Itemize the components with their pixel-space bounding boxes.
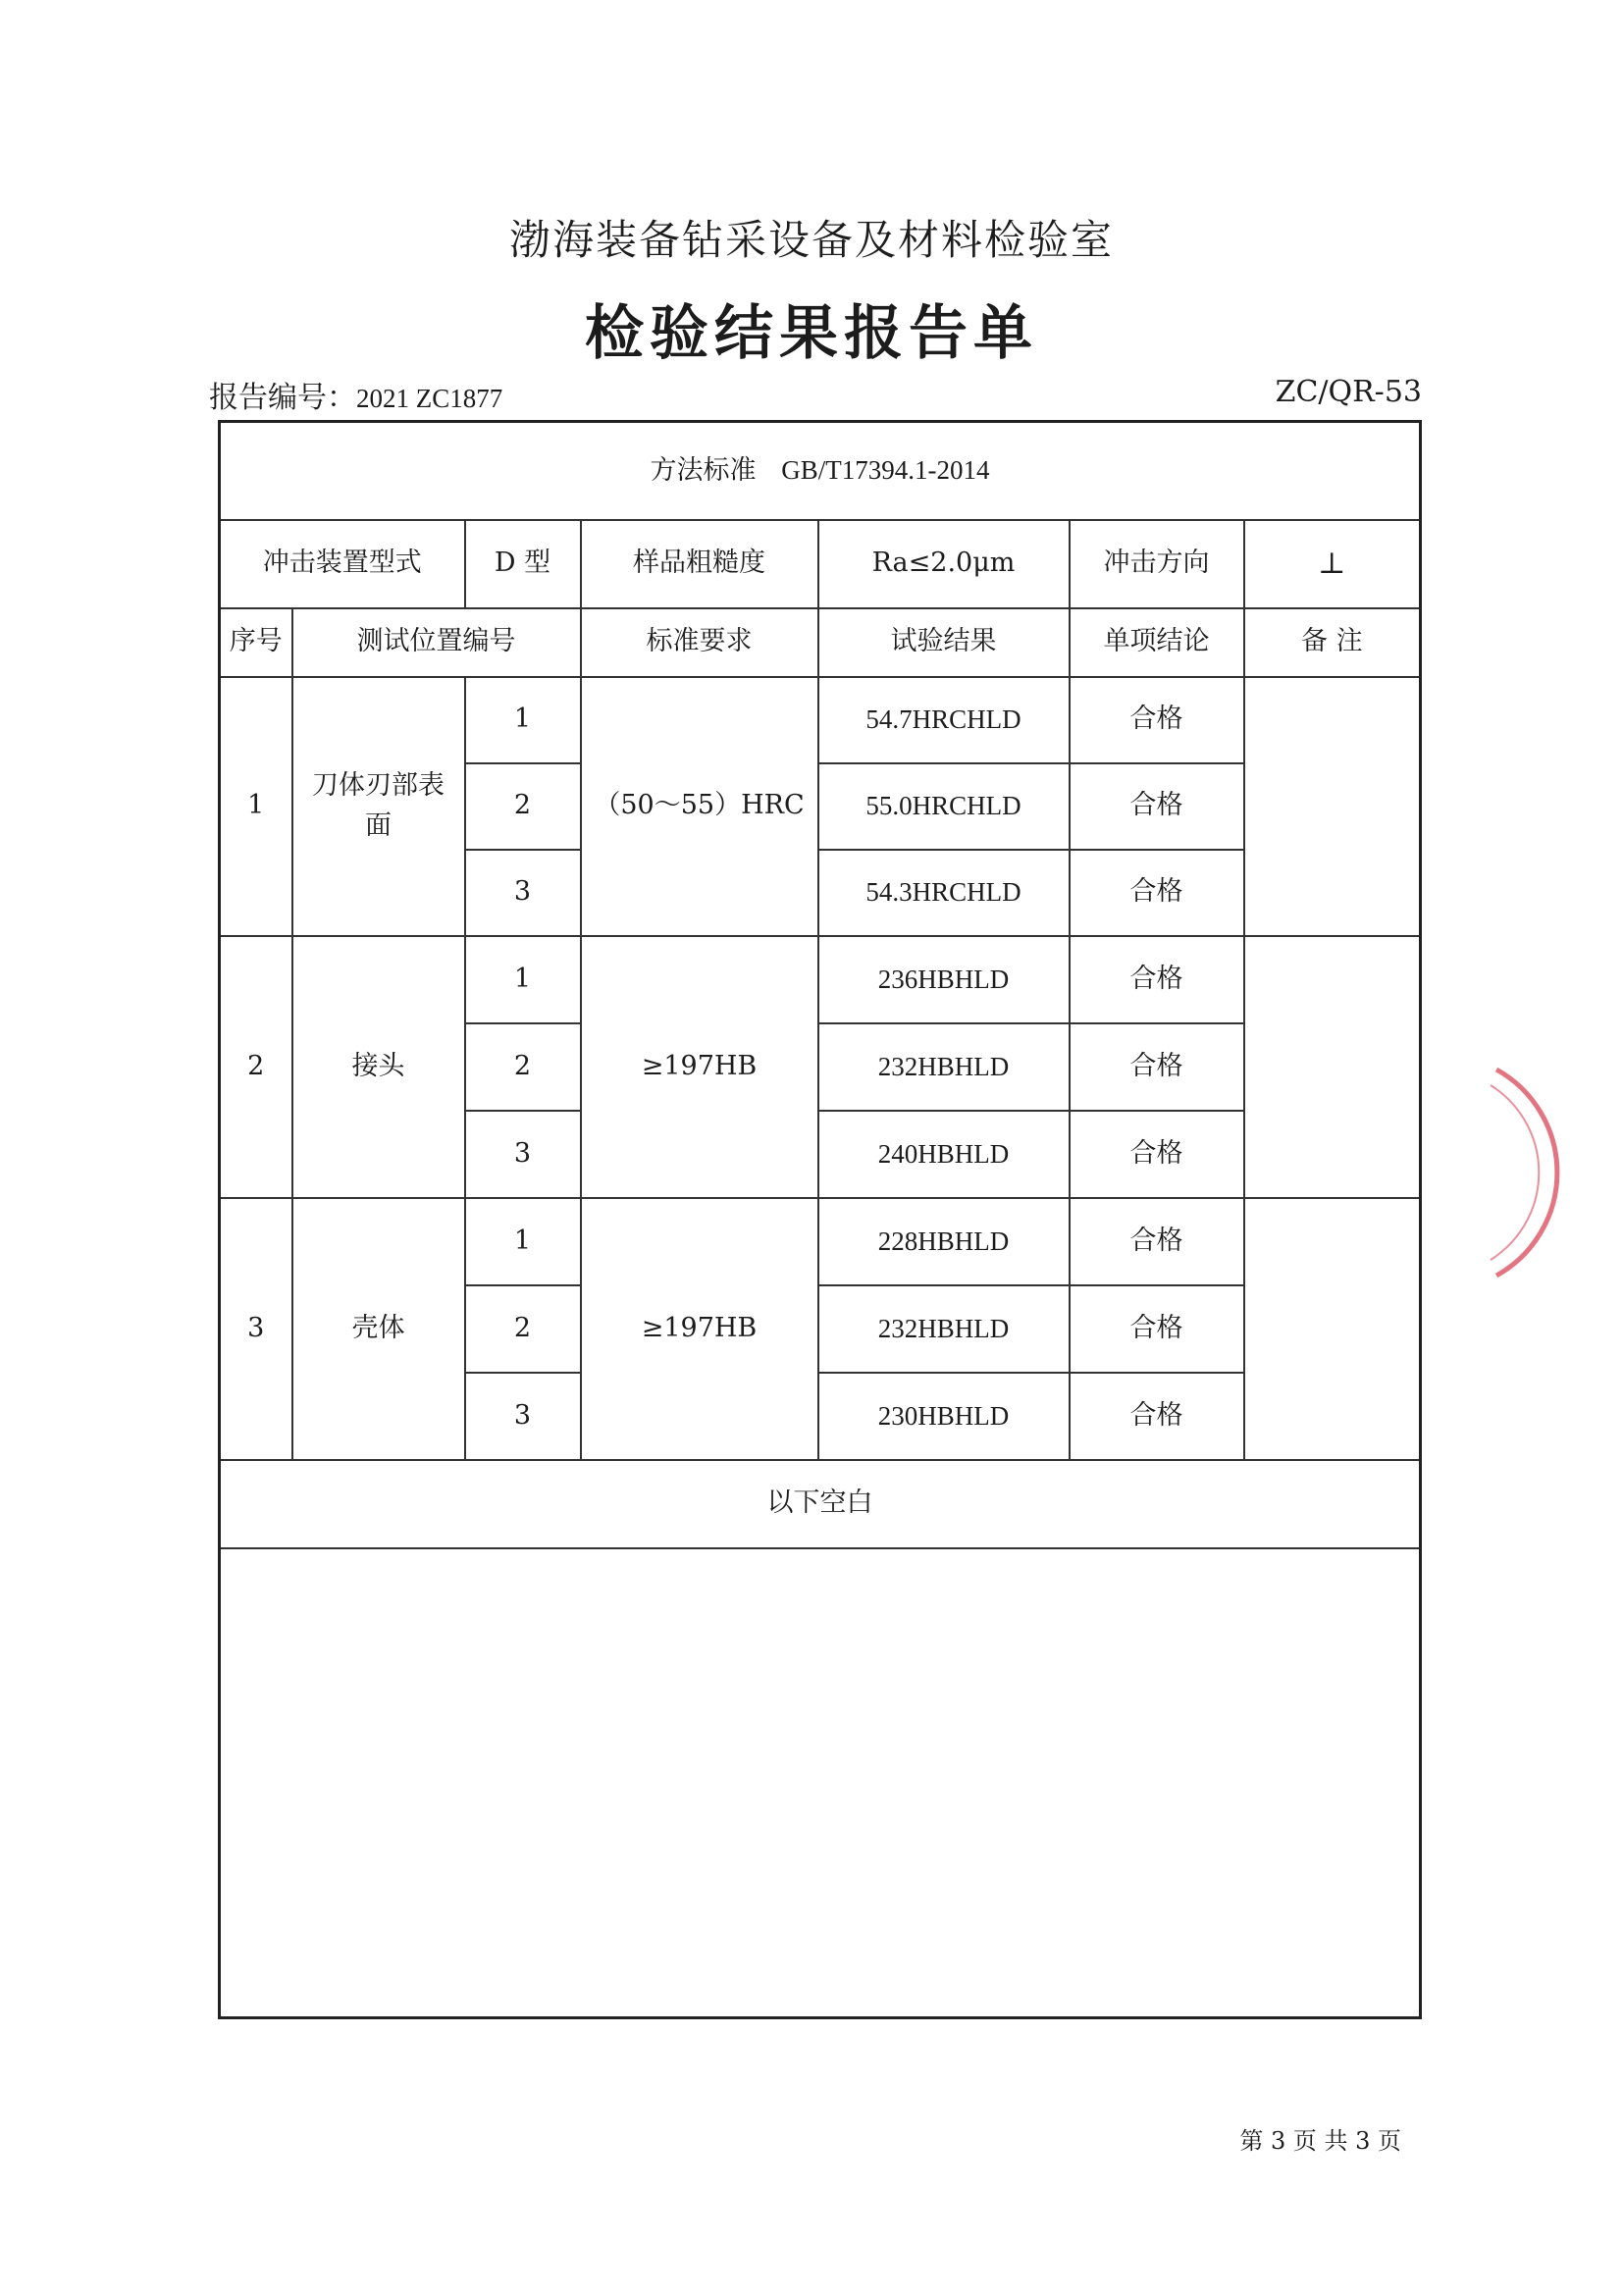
remark-cell bbox=[1244, 677, 1421, 936]
method-standard-label: 方法标准 bbox=[650, 455, 757, 486]
point-no: 2 bbox=[465, 1023, 581, 1111]
table-row bbox=[220, 936, 1421, 1023]
group-seq: 2 bbox=[220, 936, 292, 1198]
point-no: 3 bbox=[465, 1111, 581, 1198]
group-position: 刀体刃部表面 bbox=[292, 677, 465, 936]
report-number bbox=[209, 373, 502, 416]
point-no: 3 bbox=[465, 1373, 581, 1460]
col-header-position: 测试位置编号 bbox=[292, 608, 581, 677]
device-type-label: 冲击装置型式 bbox=[220, 520, 465, 608]
group-requirement: ≥197HB bbox=[581, 936, 818, 1198]
organization-name: 渤海装备钻采设备及材料检验室 bbox=[508, 216, 1114, 264]
result-table bbox=[218, 420, 1422, 2019]
device-type-value: D 型 bbox=[465, 520, 581, 608]
group-requirement: ≥197HB bbox=[581, 1198, 818, 1460]
group-seq: 1 bbox=[220, 677, 292, 936]
remark-cell bbox=[1244, 936, 1421, 1198]
point-no: 2 bbox=[465, 1285, 581, 1373]
result-value: 232HBHLD bbox=[818, 1023, 1070, 1111]
table-row bbox=[220, 1198, 1421, 1285]
result-value: 232HBHLD bbox=[818, 1285, 1070, 1373]
result-value: 230HBHLD bbox=[818, 1373, 1070, 1460]
roughness-value: Ra≤2.0μm bbox=[818, 520, 1070, 608]
point-no: 1 bbox=[465, 677, 581, 763]
col-header-remark: 备 注 bbox=[1244, 608, 1421, 677]
group-position: 接头 bbox=[292, 936, 465, 1198]
direction-value: ⊥ bbox=[1244, 520, 1421, 608]
stamp-outer-arc bbox=[1496, 1070, 1557, 1276]
conclusion-value: 合格 bbox=[1070, 1285, 1244, 1373]
group-requirement: （50～55）HRC bbox=[581, 677, 818, 936]
result-value: 236HBHLD bbox=[818, 936, 1070, 1023]
result-value: 54.3HRCHLD bbox=[818, 850, 1070, 936]
blank-below-note: 以下空白 bbox=[220, 1460, 1421, 1548]
roughness-label: 样品粗糙度 bbox=[581, 520, 818, 608]
col-header-result: 试验结果 bbox=[818, 608, 1070, 677]
form-code: ZC/QR-53 bbox=[1275, 375, 1422, 409]
col-header-requirement: 标准要求 bbox=[581, 608, 818, 677]
method-standard-row bbox=[220, 422, 1421, 520]
conclusion-value: 合格 bbox=[1070, 763, 1244, 850]
stamp-inner-arc bbox=[1491, 1085, 1539, 1260]
conclusion-value: 合格 bbox=[1070, 1111, 1244, 1198]
report-number-value: 2021 ZC1877 bbox=[356, 384, 503, 413]
result-value: 54.7HRCHLD bbox=[818, 677, 1070, 763]
conclusion-value: 合格 bbox=[1070, 850, 1244, 936]
group-position: 壳体 bbox=[292, 1198, 465, 1460]
point-no: 3 bbox=[465, 850, 581, 936]
point-no: 1 bbox=[465, 1198, 581, 1285]
report-title: 检验结果报告单 bbox=[585, 299, 1038, 368]
stamp-seal-icon bbox=[1477, 1060, 1595, 1285]
point-no: 1 bbox=[465, 936, 581, 1023]
method-standard-value: GB/T17394.1-2014 bbox=[781, 455, 990, 485]
direction-label: 冲击方向 bbox=[1070, 520, 1244, 608]
point-no: 2 bbox=[465, 763, 581, 850]
group-seq: 3 bbox=[220, 1198, 292, 1460]
remark-cell bbox=[1244, 1198, 1421, 1460]
report-number-label: 报告编号： bbox=[209, 381, 356, 415]
table-row bbox=[220, 677, 1421, 763]
col-header-seq: 序号 bbox=[220, 608, 292, 677]
col-header-conclusion: 单项结论 bbox=[1070, 608, 1244, 677]
page-number: 第 3 页 共 3 页 bbox=[1239, 2127, 1401, 2155]
conclusion-value: 合格 bbox=[1070, 1198, 1244, 1285]
empty-area bbox=[220, 1548, 1421, 2018]
conclusion-value: 合格 bbox=[1070, 1373, 1244, 1460]
conclusion-value: 合格 bbox=[1070, 936, 1244, 1023]
conclusion-value: 合格 bbox=[1070, 677, 1244, 763]
result-value: 228HBHLD bbox=[818, 1198, 1070, 1285]
result-value: 55.0HRCHLD bbox=[818, 763, 1070, 850]
result-value: 240HBHLD bbox=[818, 1111, 1070, 1198]
conclusion-value: 合格 bbox=[1070, 1023, 1244, 1111]
